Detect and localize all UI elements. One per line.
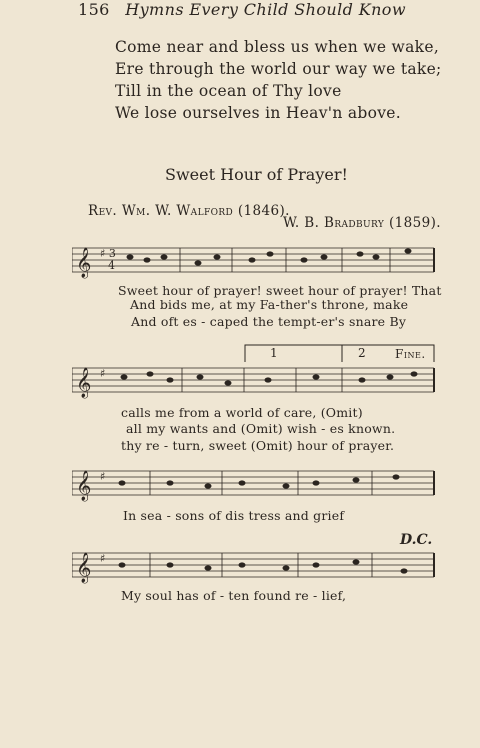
song-title: Sweet Hour of Prayer! — [165, 165, 348, 184]
svg-text:♯: ♯ — [100, 470, 106, 483]
lyric-line: calls me from a world of care, (Omit) — [121, 405, 363, 420]
lyric-line: Sweet hour of prayer! sweet hour of prayer! That — [118, 283, 442, 298]
first-ending-label: 1 — [270, 346, 278, 360]
lyric-line: all my wants and (Omit) wish - es known. — [126, 421, 396, 436]
verse-line-1: Come near and bless us when we wake, — [115, 38, 440, 56]
lyric-line: And oft es - caped the tempt-er's snare By — [131, 314, 407, 329]
svg-text:♯ 3: ♯ 3 — [100, 247, 116, 260]
svg-text:𝄞: 𝄞 — [76, 471, 92, 501]
svg-text:4: 4 — [108, 259, 115, 272]
svg-text:♯: ♯ — [100, 552, 106, 565]
words-credit: Rev. Wm. W. Walford (1846). — [88, 203, 290, 219]
verse-line-3: Till in the ocean of Thy love — [115, 82, 342, 100]
svg-text:𝄞: 𝄞 — [76, 248, 92, 278]
page-header — [78, 0, 406, 19]
book-title: Hymns Every Child Should Know — [125, 0, 406, 19]
second-ending-label: 2 — [358, 346, 366, 360]
music-credit: W. B. Bradbury (1859). — [283, 215, 441, 231]
svg-text:𝄞: 𝄞 — [76, 553, 92, 583]
svg-text:𝄞: 𝄞 — [76, 368, 92, 398]
music-staff-2 — [72, 358, 437, 402]
dc-marking: D.C. — [400, 532, 433, 548]
lyric-line: My soul has of - ten found re - lief, — [121, 588, 347, 603]
page-number: 156 — [78, 0, 110, 19]
svg-text:♯: ♯ — [100, 367, 106, 380]
music-staff-4 — [72, 543, 437, 587]
verse-line-4: We lose ourselves in Heav'n above. — [115, 104, 402, 122]
lyric-line: And bids me, at my Fa-ther's throne, make — [130, 297, 409, 312]
lyric-line: thy re - turn, sweet (Omit) hour of prayer. — [121, 438, 395, 453]
verse-line-2: Ere through the world our way we take; — [115, 60, 442, 78]
lyric-line: In sea - sons of dis tress and grief — [123, 508, 345, 523]
music-staff-1 — [72, 238, 437, 282]
fine-marking: Fine. — [395, 347, 426, 361]
music-staff-3 — [72, 461, 437, 505]
